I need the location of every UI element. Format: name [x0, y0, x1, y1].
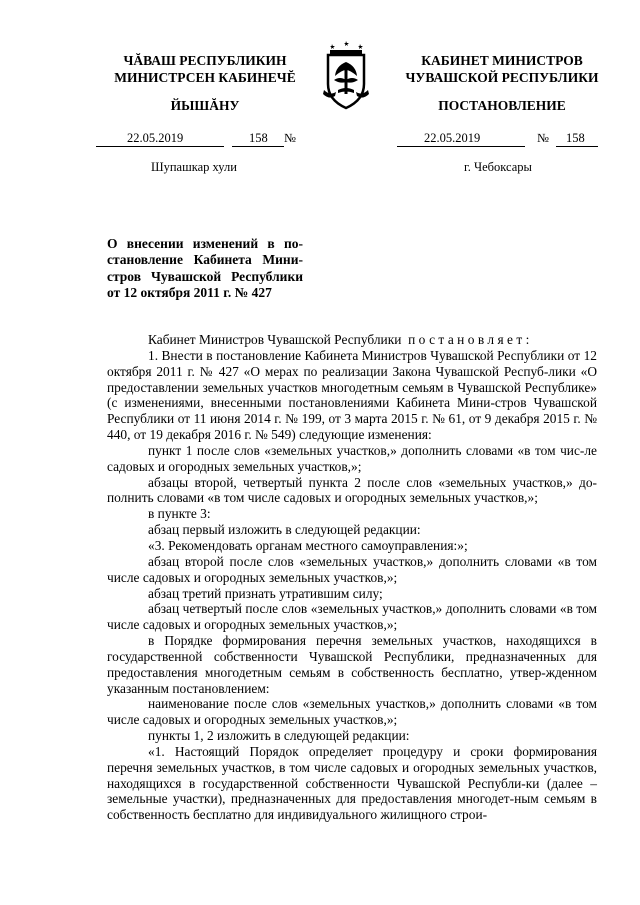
- intro-paragraph: [107, 332, 597, 348]
- paragraph-7: абзац второй после слов «земельных участков,» дополнить словами «в том числе садовых и огородных земельных участков,»;: [107, 553, 597, 585]
- intro-prefix: Кабинет Министров Чувашской Республики: [148, 332, 402, 347]
- chuvash-emblem: [322, 40, 370, 110]
- header-left-line1: ЧĂВАШ РЕСПУБЛИКИН: [123, 53, 287, 68]
- header-right-number-underline: [556, 146, 598, 147]
- paragraph-12: пункты 1, 2 изложить в следующей редакции:: [148, 728, 410, 744]
- paragraph-6: «3. Рекомендовать органам местного самоуправления:»;: [148, 537, 468, 553]
- header-right-number-sign: №: [537, 131, 549, 145]
- header-left-number: 158: [249, 131, 268, 145]
- paragraph-13: «1. Настоящий Порядок определяет процедуру и сроки формирования перечня земельных участков, в том числе садовых и огородных земельных участков, находящихся в государственной собственности Чувашской Республи-ки (далее – земельные участки), предназначенных для предоставления многодет-ным семьям в собственность бесплатно для индивидуального жилищного строи-: [107, 743, 597, 823]
- header-left-number-underline: [232, 146, 284, 147]
- title-line-1: О внесении изменений в по-: [107, 236, 303, 251]
- paragraph-5: абзац первый изложить в следующей редакции:: [148, 522, 421, 538]
- header-left-line2: МИНИСТРСЕН КАБИНЕЧĔ: [114, 70, 296, 85]
- title-line-4: от 12 октября 2011 г. № 427: [107, 284, 272, 300]
- paragraph-1: 1. Внести в постановление Кабинета Министров Чувашской Республики от 12 октября 2011 г. № 427 «О мерах по реализации Закона Чувашской Респуб-лики «О предоставлении земельных участков многодетным семьям в Чувашской Республике» (с изменениями, внесенными постановлениями Кабинета Мини-стров Чувашской Республики от 11 июня 2014 г. № 199, от 3 марта 2015 г. № 61, от 9 декабря 2015 г. № 440, от 19 декабря 2016 г. № 549) следующие изменения:: [107, 347, 597, 443]
- paragraph-9: абзац четвертый после слов «земельных участков,» дополнить словами «в том числе садовых и огородных земельных участков,»;: [107, 601, 597, 633]
- header-right-date-underline: [397, 146, 525, 147]
- header-left-doc-type: ЙЫШĂНУ: [170, 98, 240, 113]
- paragraph-4: в пункте 3:: [148, 506, 211, 522]
- header-right-line2: ЧУВАШСКОЙ РЕСПУБЛИКИ: [405, 70, 599, 85]
- paragraph-11: наименование после слов «земельных участков,» дополнить словами «в том числе садовых и огородных земельных участков,»;: [107, 696, 597, 728]
- header-right-line1: КАБИНЕТ МИНИСТРОВ: [421, 53, 583, 68]
- paragraph-10: в Порядке формирования перечня земельных участков, находящихся в государственной собственности Чувашской Республики, предназначенных для предоставления многодетным семьям в собственность бесплатно, утвер-жденном указанным постановлением:: [107, 633, 597, 696]
- header-left-number-sign: №: [284, 131, 296, 145]
- document-body: [107, 332, 597, 823]
- title-line-3: стров Чувашской Республики: [107, 268, 303, 284]
- header-right-number: 158: [566, 131, 585, 145]
- document-title: [107, 236, 303, 301]
- header-right-place: г. Чебоксары: [464, 160, 532, 174]
- header-left-date: 22.05.2019: [127, 131, 184, 145]
- header-right-org: [392, 52, 612, 86]
- header-left-org: [100, 52, 310, 86]
- header-right-date: 22.05.2019: [424, 131, 481, 145]
- intro-verb: постановляет:: [408, 332, 533, 347]
- header-left-place: Шупашкар хули: [151, 160, 237, 174]
- paragraph-8: абзац третий признать утратившим силу;: [148, 585, 383, 601]
- header-right-doc-type: ПОСТАНОВЛЕНИЕ: [438, 98, 566, 113]
- header-left-date-underline: [96, 146, 224, 147]
- paragraph-3: абзацы второй, четвертый пункта 2 после слов «земельных участков,» до-полнить словами «в том числе садовых и огородных земельных участков,»;: [107, 474, 597, 506]
- paragraph-2: пункт 1 после слов «земельных участков,» дополнить словами «в том чис-ле садовых и огородных земельных участков,»;: [107, 442, 597, 474]
- title-line-2: становление Кабинета Мини-: [107, 252, 303, 268]
